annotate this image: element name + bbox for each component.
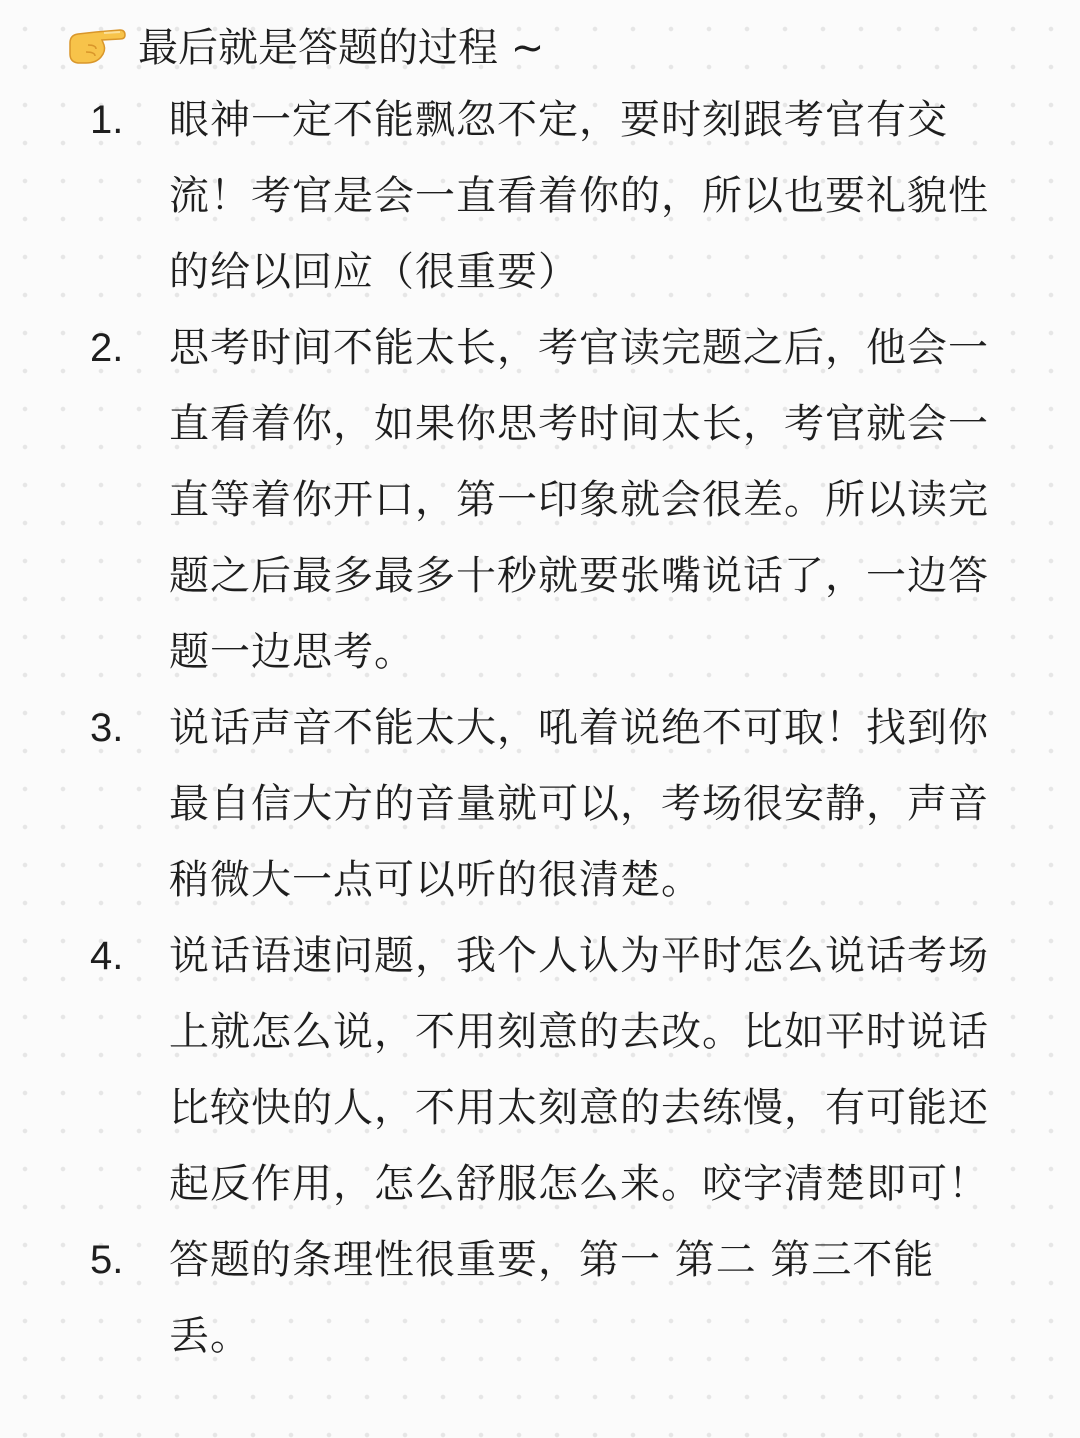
item-text: 说话语速问题，我个人认为平时怎么说话考场上就怎么说，不用刻意的去改。比如平时说话比较快的人，不用太刻意的去练慢，有可能还起反作用，怎么舒服怎么来。咬字清楚即可！ <box>169 933 989 1207</box>
list-item <box>0 310 989 690</box>
list-item <box>0 1222 989 1374</box>
list-item <box>0 918 989 1222</box>
item-number: 5. <box>90 1238 124 1282</box>
item-text: 答题的条理性很重要，第一 第二 第三不能丢。 <box>169 1237 935 1359</box>
tips-list <box>0 82 1080 1374</box>
item-number: 3. <box>90 706 124 750</box>
item-number: 4. <box>90 934 124 978</box>
item-text: 眼神一定不能飘忽不定，要时刻跟考官有交流！考官是会一直看着你的，所以也要礼貌性的给以回应（很重要） <box>169 97 989 295</box>
item-text: 思考时间不能太长，考官读完题之后，他会一直看着你，如果你思考时间太长，考官就会一直等着你开口，第一印象就会很差。所以读完题之后最多最多十秒就要张嘴说话了，一边答题一边思考。 <box>169 325 989 675</box>
list-item <box>0 690 989 918</box>
section-header <box>66 14 544 74</box>
section-title: 最后就是答题的过程 ~ <box>138 24 545 71</box>
list-item <box>0 82 989 310</box>
item-number: 2. <box>90 326 124 370</box>
item-text: 说话声音不能太大，吼着说绝不可取！找到你最自信大方的音量就可以，考场很安静，声音稍微大一点可以听的很清楚。 <box>169 705 989 903</box>
pointing-hand-icon <box>66 21 126 67</box>
item-number: 1. <box>90 98 124 142</box>
